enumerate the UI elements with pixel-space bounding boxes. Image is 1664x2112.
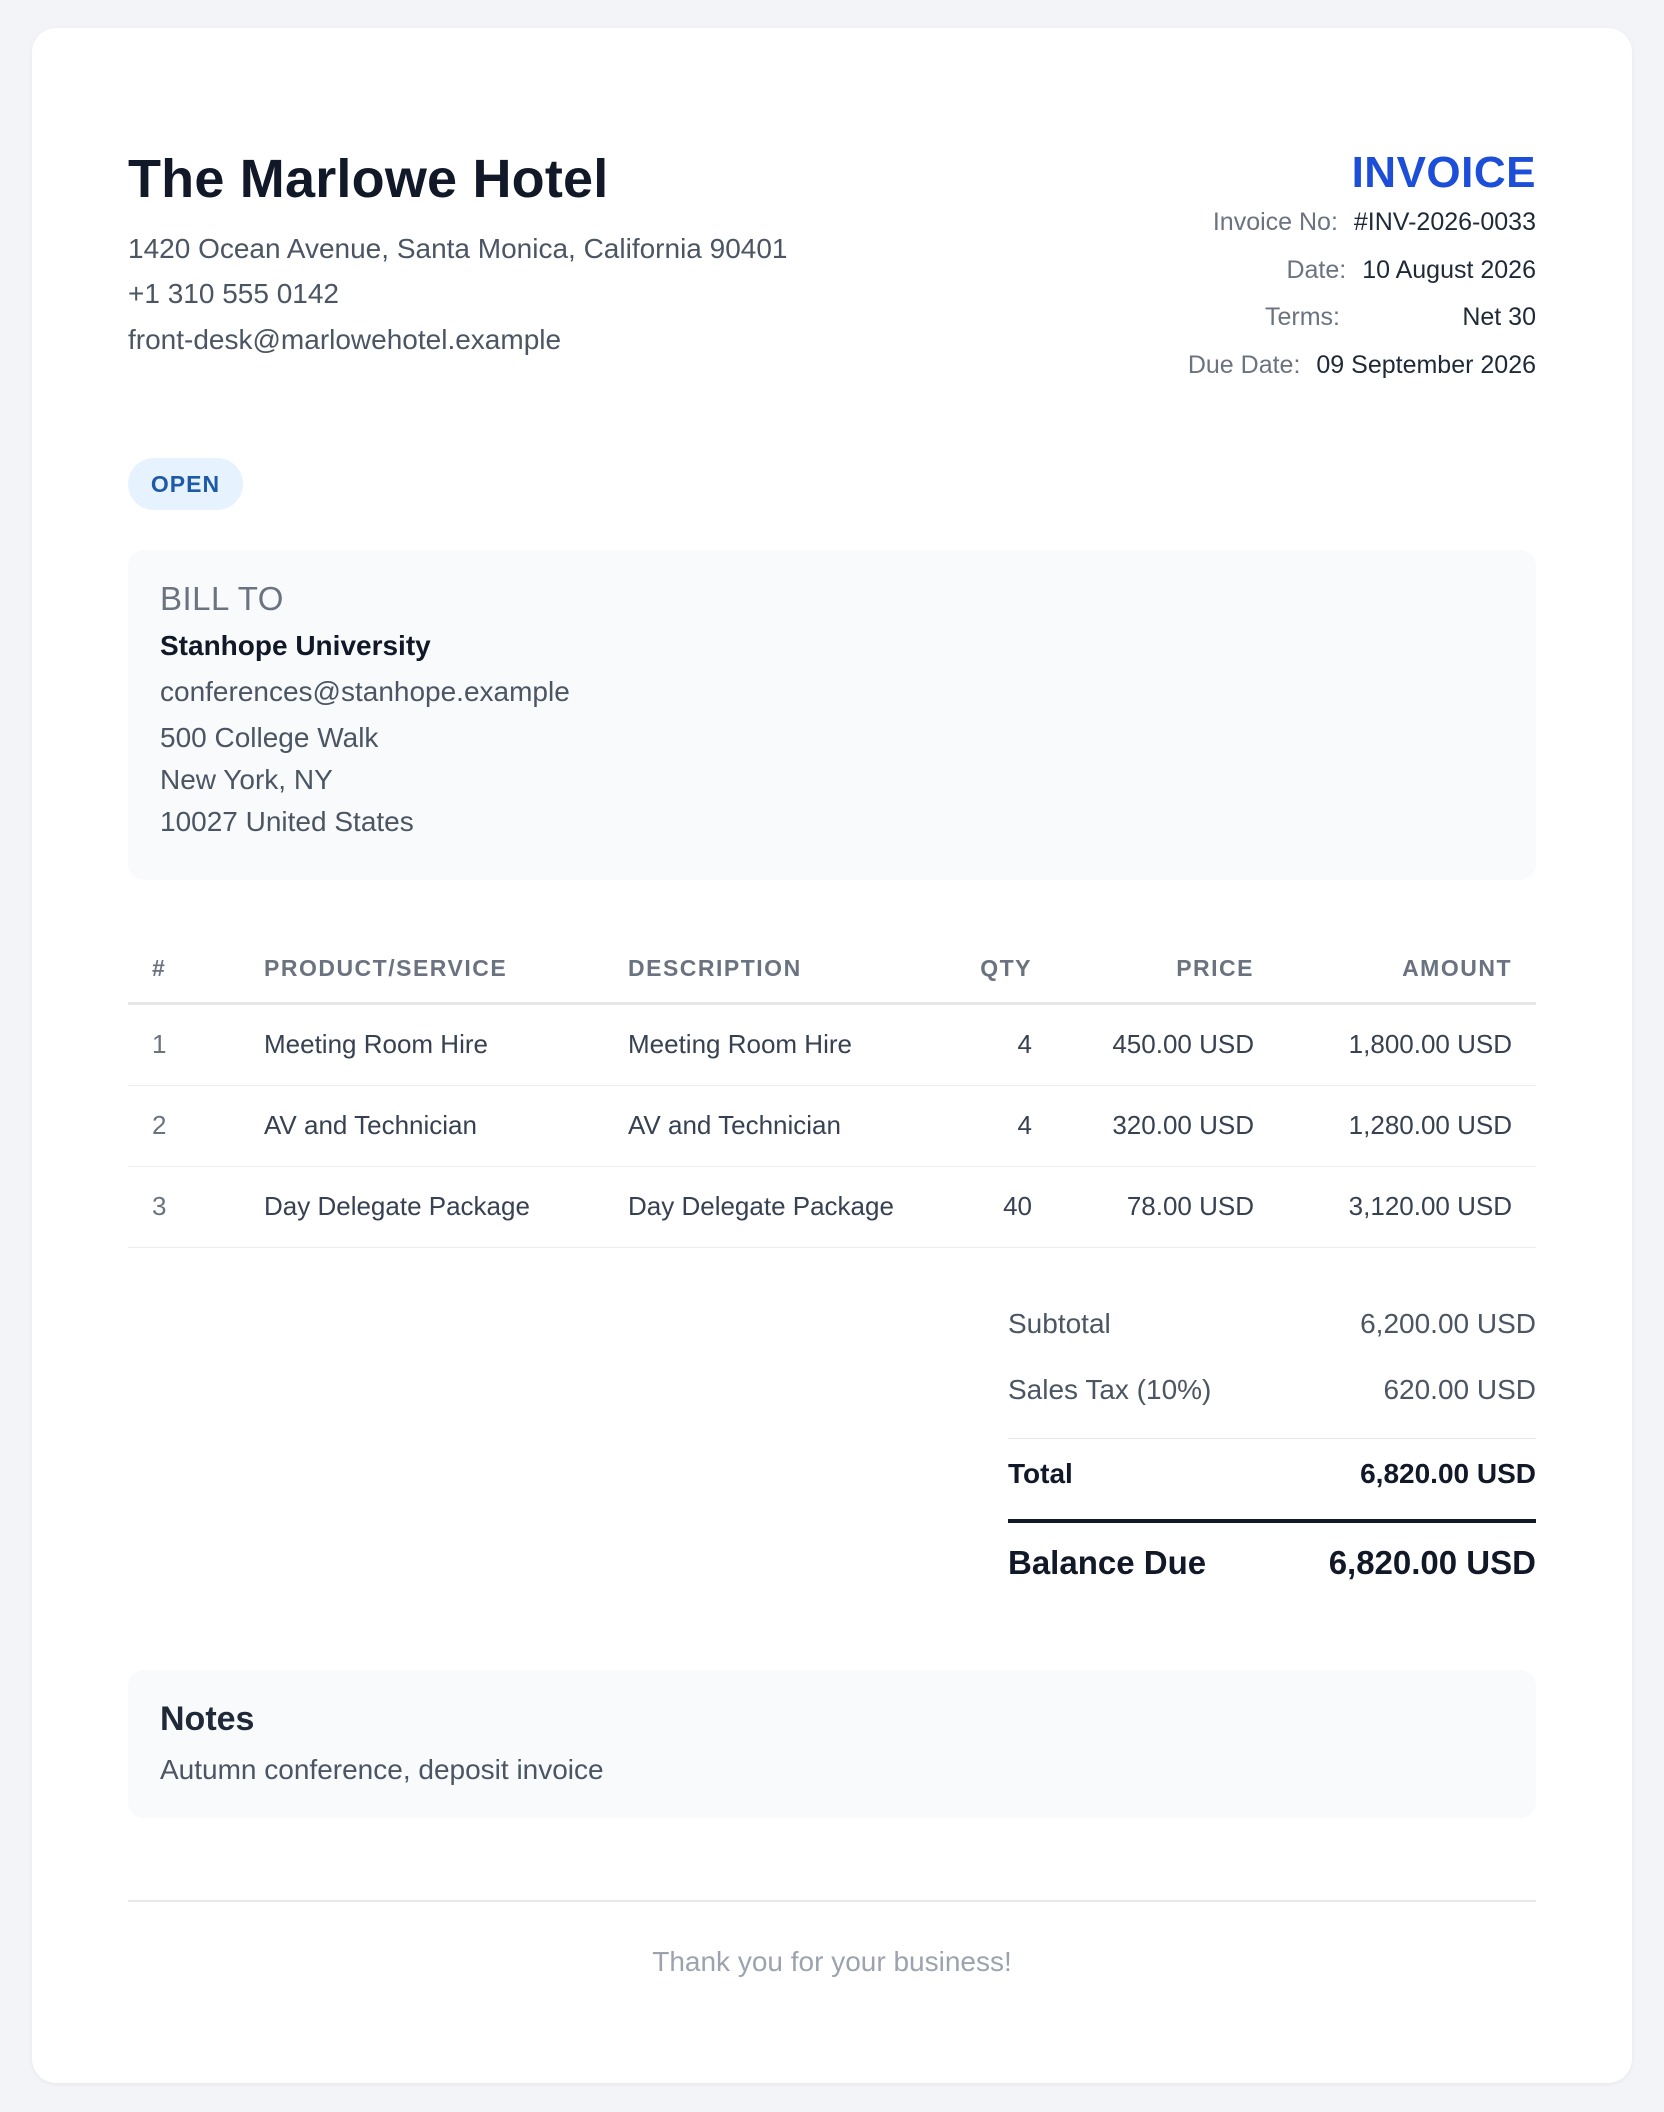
bill-to-section — [128, 550, 1536, 880]
balance-divider — [1008, 1519, 1536, 1523]
header-product: PRODUCT/SERVICE — [264, 955, 508, 981]
row-amount: 1,280.00 USD — [1348, 1110, 1512, 1140]
invoice-terms-row — [1265, 303, 1536, 332]
bill-to-email: conferences@stanhope.example — [160, 676, 570, 707]
invoice-terms-value: Net 30 — [1462, 303, 1536, 331]
status-badge: OPEN — [128, 458, 243, 510]
subtotal-row — [1008, 1308, 1536, 1340]
row-product: Day Delegate Package — [264, 1191, 530, 1221]
row-index: 3 — [152, 1191, 167, 1221]
table-row — [128, 1005, 1536, 1086]
row-description: Meeting Room Hire — [628, 1029, 852, 1059]
row-qty: 4 — [1017, 1029, 1032, 1059]
invoice-number-row — [1213, 208, 1536, 237]
invoice-title: INVOICE — [1351, 148, 1536, 197]
notes-text: Autumn conference, deposit invoice — [160, 1754, 604, 1785]
table-row — [128, 1167, 1536, 1248]
subtotal-value: 6,200.00 USD — [1360, 1308, 1536, 1339]
header-price: PRICE — [1176, 955, 1254, 981]
total-label: Total — [1008, 1458, 1073, 1489]
invoice-due-label: Due Date: — [1187, 351, 1301, 379]
hotel-email: front-desk@marlowehotel.example — [128, 324, 562, 355]
balance-label: Balance Due — [1008, 1544, 1207, 1581]
items-table — [128, 933, 1536, 1248]
row-amount: 3,120.00 USD — [1348, 1191, 1512, 1221]
bill-to-postal: 10027 United States — [160, 806, 414, 837]
footer-divider — [128, 1900, 1536, 1902]
hotel-address: 1420 Ocean Avenue, Santa Monica, California 90401 — [128, 233, 788, 264]
invoice-terms-label: Terms: — [1265, 303, 1340, 331]
total-row — [1008, 1458, 1536, 1490]
row-index: 1 — [152, 1029, 167, 1059]
invoice-due-row — [1188, 351, 1536, 380]
bill-to-city: New York, NY — [160, 764, 333, 795]
total-value: 6,820.00 USD — [1360, 1458, 1536, 1489]
hotel-phone: +1 310 555 0142 — [128, 278, 339, 309]
bill-to-heading: BILL TO — [160, 580, 284, 617]
invoice-number-value: #INV-2026-0033 — [1353, 208, 1536, 236]
header-index: # — [152, 955, 167, 981]
row-product: AV and Technician — [264, 1110, 477, 1140]
row-description: AV and Technician — [628, 1110, 841, 1140]
subtotal-label: Subtotal — [1008, 1308, 1111, 1339]
invoice-card — [32, 28, 1632, 2083]
tax-value: 620.00 USD — [1383, 1374, 1536, 1405]
invoice-date-row — [1286, 256, 1536, 285]
bill-to-name: Stanhope University — [160, 630, 431, 661]
invoice-date-label: Date: — [1286, 256, 1347, 284]
bill-to-street: 500 College Walk — [160, 722, 379, 753]
tax-label: Sales Tax (10%) — [1008, 1374, 1212, 1405]
header-amount: AMOUNT — [1402, 955, 1512, 981]
table-header-row — [128, 933, 1536, 1005]
row-amount: 1,800.00 USD — [1348, 1029, 1512, 1059]
row-qty: 4 — [1017, 1110, 1032, 1140]
footer-message: Thank you for your business! — [652, 1946, 1012, 1977]
balance-row — [1008, 1544, 1536, 1582]
header-description: DESCRIPTION — [628, 955, 802, 981]
invoice-number-label: Invoice No: — [1212, 208, 1338, 236]
row-description: Day Delegate Package — [628, 1191, 894, 1221]
row-qty: 40 — [1003, 1191, 1032, 1221]
invoice-due-value: 09 September 2026 — [1316, 351, 1536, 379]
notes-section — [128, 1670, 1536, 1818]
totals-divider — [1008, 1438, 1536, 1439]
row-product: Meeting Room Hire — [264, 1029, 488, 1059]
header-qty: QTY — [980, 955, 1032, 981]
balance-value: 6,820.00 USD — [1328, 1544, 1536, 1581]
row-price: 78.00 USD — [1126, 1191, 1254, 1221]
invoice-date-value: 10 August 2026 — [1362, 256, 1536, 284]
row-index: 2 — [152, 1110, 167, 1140]
tax-row — [1008, 1374, 1536, 1406]
row-price: 450.00 USD — [1112, 1029, 1254, 1059]
table-row — [128, 1086, 1536, 1167]
notes-heading: Notes — [160, 1700, 255, 1738]
hotel-name: The Marlowe Hotel — [128, 149, 609, 209]
row-price: 320.00 USD — [1112, 1110, 1254, 1140]
